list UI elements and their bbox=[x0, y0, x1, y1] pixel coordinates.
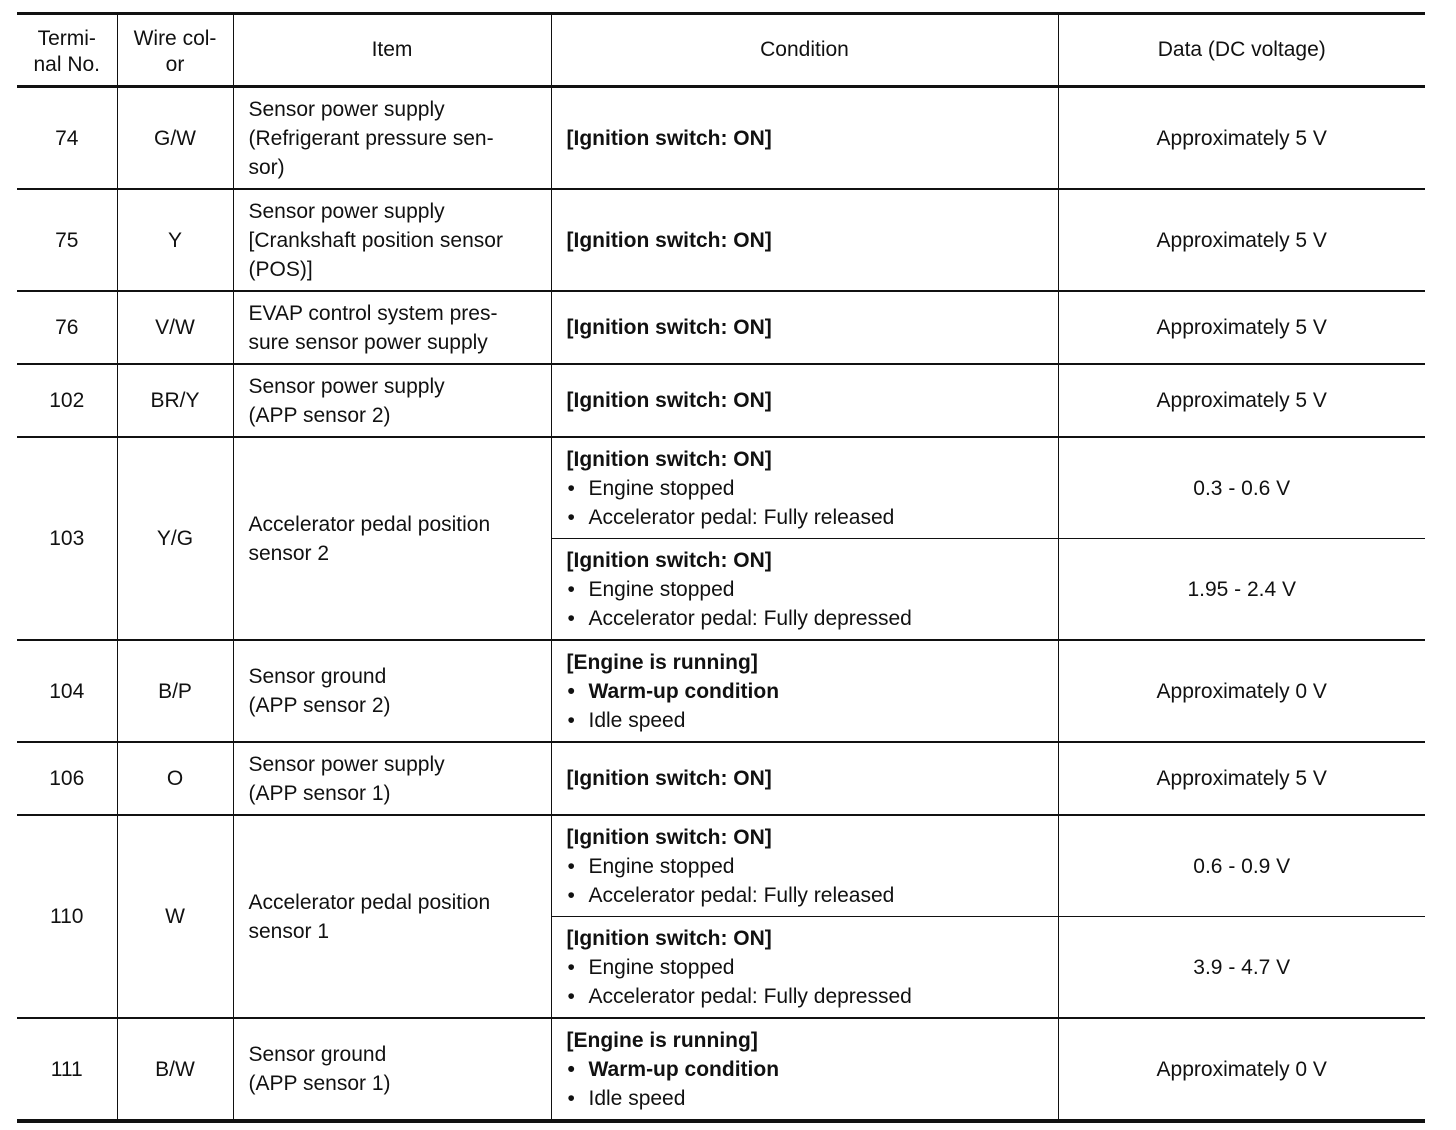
condition bbox=[551, 539, 1058, 641]
header-terminal bbox=[17, 14, 117, 87]
terminal-number: 74 bbox=[17, 87, 117, 190]
header-wire-line1: Wire col- bbox=[133, 27, 217, 50]
item-description bbox=[233, 742, 551, 815]
dc-voltage-value: 3.9 - 4.7 V bbox=[1058, 917, 1425, 1019]
condition bbox=[551, 640, 1058, 742]
condition-title: [Engine is running] bbox=[566, 650, 758, 674]
condition bbox=[551, 917, 1058, 1019]
condition-title: [Ignition switch: ON] bbox=[566, 228, 772, 252]
wire-color: Y/G bbox=[117, 437, 233, 640]
item-description bbox=[233, 640, 551, 742]
item-description bbox=[233, 364, 551, 437]
condition-title: [Ignition switch: ON] bbox=[566, 767, 772, 790]
wire-color: Y bbox=[117, 189, 233, 291]
condition-bullet: • Idle speed bbox=[567, 1084, 1052, 1113]
condition-bullet: • Accelerator pedal: Fully released bbox=[567, 881, 1052, 910]
item-line: sensor 2 bbox=[248, 541, 330, 565]
table-row bbox=[17, 291, 1425, 364]
condition bbox=[551, 815, 1058, 917]
item-line: Sensor ground bbox=[248, 665, 387, 688]
wire-color: V/W bbox=[117, 291, 233, 364]
dc-voltage-value: Approximately 5 V bbox=[1058, 742, 1425, 815]
condition-bullet: • Warm-up condition bbox=[567, 677, 1052, 706]
item-line: Accelerator pedal position bbox=[248, 890, 491, 914]
item-description bbox=[233, 437, 551, 640]
item-line: (APP sensor 1) bbox=[248, 1072, 391, 1095]
condition bbox=[551, 189, 1058, 291]
header-terminal-line2: nal No. bbox=[33, 53, 101, 76]
item-description bbox=[233, 1018, 551, 1121]
wire-color: BR/Y bbox=[117, 364, 233, 437]
table-row bbox=[17, 742, 1425, 815]
item-line: Sensor power supply bbox=[248, 374, 445, 398]
table-body bbox=[17, 87, 1425, 1122]
header-data: Data (DC voltage) bbox=[1058, 14, 1425, 87]
dc-voltage-value: Approximately 0 V bbox=[1058, 1018, 1425, 1121]
table-row bbox=[17, 87, 1425, 190]
item-line: sure sensor power supply bbox=[248, 330, 488, 354]
table-row bbox=[17, 364, 1425, 437]
item-line: Sensor power supply bbox=[248, 97, 445, 121]
item-line: (APP sensor 2) bbox=[248, 403, 391, 427]
terminal-number: 102 bbox=[17, 364, 117, 437]
item-line: Accelerator pedal position bbox=[248, 512, 491, 536]
condition-title: [Ignition switch: ON] bbox=[566, 825, 772, 849]
item-line: (APP sensor 2) bbox=[248, 694, 391, 717]
item-line: (APP sensor 1) bbox=[248, 781, 391, 805]
wire-color: G/W bbox=[117, 87, 233, 190]
item-line: (POS)] bbox=[248, 257, 313, 281]
dc-voltage-value: Approximately 5 V bbox=[1058, 364, 1425, 437]
condition bbox=[551, 742, 1058, 815]
condition-bullet: • Accelerator pedal: Fully depressed bbox=[567, 982, 1052, 1011]
item-line: Sensor power supply bbox=[248, 752, 445, 776]
condition bbox=[551, 1018, 1058, 1121]
condition-bullet: • Accelerator pedal: Fully released bbox=[567, 503, 1052, 532]
condition-bullet: • Idle speed bbox=[567, 706, 1052, 735]
item-line: sensor 1 bbox=[248, 919, 330, 943]
dc-voltage-value: 0.6 - 0.9 V bbox=[1058, 815, 1425, 917]
terminal-number: 76 bbox=[17, 291, 117, 364]
condition-bullet: • Engine stopped bbox=[567, 953, 1052, 982]
table-row bbox=[17, 437, 1425, 539]
condition-bullet: • Engine stopped bbox=[567, 474, 1052, 503]
terminal-number: 104 bbox=[17, 640, 117, 742]
dc-voltage-value: 1.95 - 2.4 V bbox=[1058, 539, 1425, 641]
dc-voltage-value: Approximately 0 V bbox=[1058, 640, 1425, 742]
header-row bbox=[17, 14, 1425, 87]
item-line: EVAP control system pres- bbox=[248, 301, 498, 325]
header-wire-color bbox=[117, 14, 233, 87]
condition bbox=[551, 364, 1058, 437]
header-item: Item bbox=[233, 14, 551, 87]
condition bbox=[551, 291, 1058, 364]
table-row bbox=[17, 1018, 1425, 1121]
condition-title: [Ignition switch: ON] bbox=[566, 126, 772, 150]
terminal-number: 106 bbox=[17, 742, 117, 815]
dc-voltage-value: Approximately 5 V bbox=[1058, 291, 1425, 364]
condition-bullet: • Engine stopped bbox=[567, 575, 1052, 604]
terminal-number: 75 bbox=[17, 189, 117, 291]
wire-color: B/W bbox=[117, 1018, 233, 1121]
table-row bbox=[17, 640, 1425, 742]
dc-voltage-value: Approximately 5 V bbox=[1058, 189, 1425, 291]
condition-bullet: • Accelerator pedal: Fully depressed bbox=[567, 604, 1052, 633]
item-description bbox=[233, 815, 551, 1018]
header-terminal-line1: Termi- bbox=[37, 27, 96, 50]
condition-title: [Engine is running] bbox=[566, 1028, 758, 1052]
item-line: (Refrigerant pressure sen- bbox=[248, 126, 494, 150]
wire-color: O bbox=[117, 742, 233, 815]
item-line: [Crankshaft position sensor bbox=[248, 228, 503, 252]
dc-voltage-value: 0.3 - 0.6 V bbox=[1058, 437, 1425, 539]
item-line: sor) bbox=[248, 155, 285, 179]
terminal-number: 110 bbox=[17, 815, 117, 1018]
wire-color: B/P bbox=[117, 640, 233, 742]
condition-title: [Ignition switch: ON] bbox=[566, 548, 772, 572]
condition-bullet: • Warm-up condition bbox=[567, 1055, 1052, 1084]
terminal-number: 103 bbox=[17, 437, 117, 640]
wire-color: W bbox=[117, 815, 233, 1018]
terminal-spec-table bbox=[17, 12, 1425, 1123]
item-line: Sensor ground bbox=[248, 1043, 387, 1066]
item-description bbox=[233, 291, 551, 364]
item-description bbox=[233, 189, 551, 291]
condition-title: [Ignition switch: ON] bbox=[566, 389, 772, 412]
condition bbox=[551, 437, 1058, 539]
header-condition: Condition bbox=[551, 14, 1058, 87]
item-line: Sensor power supply bbox=[248, 199, 445, 223]
condition-title: [Ignition switch: ON] bbox=[566, 316, 772, 339]
condition bbox=[551, 87, 1058, 190]
header-wire-line2: or bbox=[165, 53, 185, 76]
table-row bbox=[17, 815, 1425, 917]
dc-voltage-value: Approximately 5 V bbox=[1058, 87, 1425, 190]
table-row bbox=[17, 189, 1425, 291]
condition-title: [Ignition switch: ON] bbox=[566, 926, 772, 950]
condition-title: [Ignition switch: ON] bbox=[566, 447, 772, 471]
item-description bbox=[233, 87, 551, 190]
terminal-number: 111 bbox=[17, 1018, 117, 1121]
condition-bullet: • Engine stopped bbox=[567, 852, 1052, 881]
